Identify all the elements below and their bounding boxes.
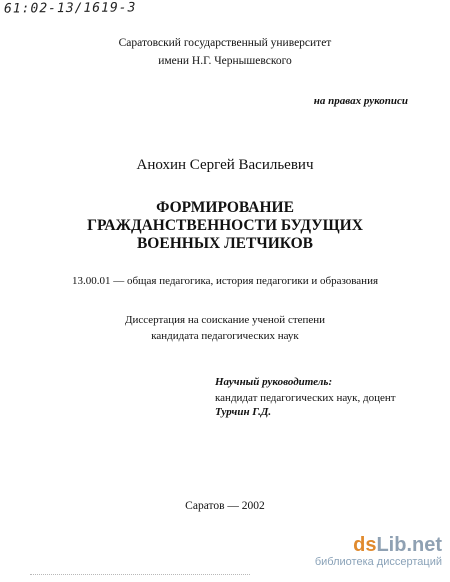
logo-prefix: ds (353, 534, 377, 556)
logo-suffix: Lib.net (376, 534, 442, 556)
supervisor-name: Турчин Г.Д. (215, 406, 272, 418)
university-name-line2: имени Н.Г. Чернышевского (158, 55, 292, 67)
supervisor-degree: кандидат педагогических наук, доцент (215, 392, 396, 404)
city-year: Саратов — 2002 (185, 500, 265, 512)
manuscript-rights-label: на правах рукописи (313, 95, 408, 107)
dissertation-degree-line1: Диссертация на соискание ученой степени (124, 314, 326, 326)
scan-artifact-line (30, 574, 250, 576)
title-line-2: ГРАЖДАНСТВЕННОСТИ БУДУЩИХ (87, 217, 363, 234)
dslib-logo (353, 534, 442, 556)
author-name: Анохин Сергей Васильевич (136, 157, 314, 173)
specialty-code: 13.00.01 — общая педагогика, история педагогики и образования (71, 275, 379, 287)
dslib-watermark (314, 534, 442, 574)
title-line-3: ВОЕННЫХ ЛЕТЧИКОВ (136, 235, 314, 252)
watermark-subtitle: библиотека диссертаций (314, 556, 442, 568)
archive-number: 61:02-13/1619-3 (3, 0, 137, 17)
university-name: Саратовский государственный университет (118, 37, 332, 49)
title-line-1: ФОРМИРОВАНИЕ (156, 199, 294, 216)
supervisor-label: Научный руководитель: (215, 376, 333, 388)
dissertation-degree-line2: кандидата педагогических наук (151, 330, 299, 342)
